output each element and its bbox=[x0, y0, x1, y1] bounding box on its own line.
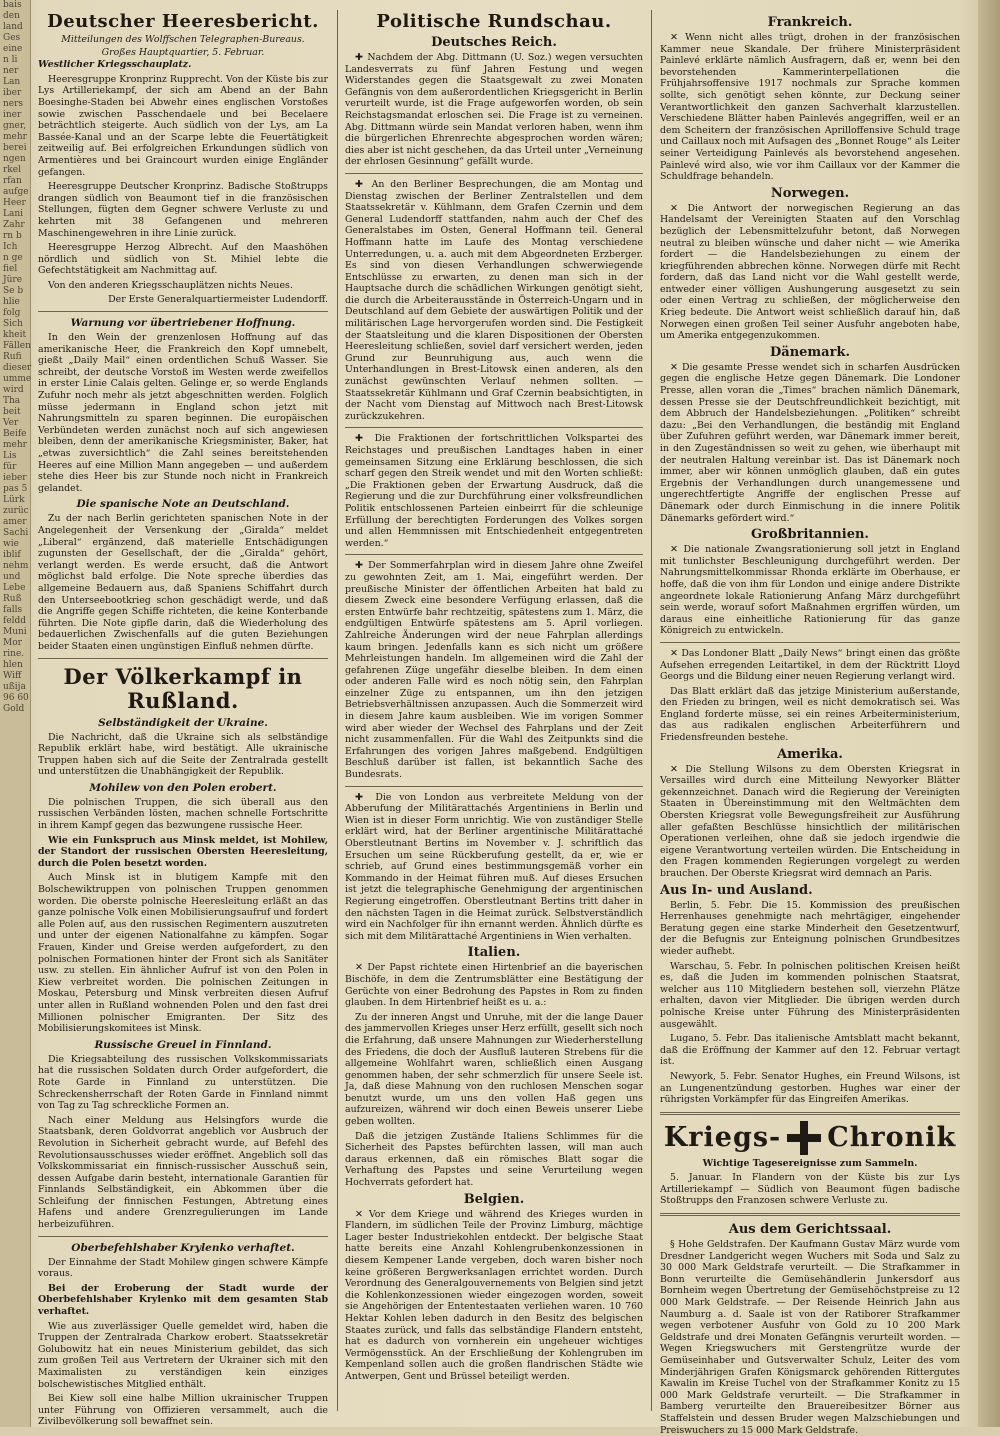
article-paragraph: Zu der inneren Angst und Unruhe, mit der die lange Dauer des jammervollen Krieges unser Herz erfüllt, gesellt sich noch die Erfahrung, daß unsere Mahnungen zur Wiederherstellung des Friedens, die doch der Ausfluß lauteren Strebens für die allgemeine Wohlfahrt waren, schließlich einen Ausgang genommen haben, der sehr schmerzlich für unsere Seele ist. Ja, daß diese Mahnung von den ruchlosen Menschen sogar benutzt wurde, um uns den vollen Haß gegen uns aufzureizen, während wir doch einen Beweis unserer Liebe geben wollten. bbox=[345, 1011, 643, 1128]
article-paragraph: ✕ Der Papst richtete einen Hirtenbrief an die bayerischen Bischöfe, in dem die Zentrumsblätter eine Bestätigung der Gerüchte von einer Bedrohung des Papstes in Rom zu finden glauben. In dem Hirtenbrief heißt es u. a.: bbox=[345, 962, 643, 1009]
article-paragraph: Heeresgruppe Kronprinz Rupprecht. Von der Küste bis zur Lys Artilleriekampf, der sich am Abend an der Bahn Boesinghe-Staden bei Abwehr eines englischen Vorstoßes sowie zwischen Passchendaele und bei Becelaere beträchtlich steigerte. Auch südlich von der Lys, am La Bassée-Kanal und an der Scarpe lebte die Feuertätigkeit zeitweilig auf. Bei erfolgreichen Erkundungen südlich von Armentières und bei Graincourt wurden einige Engländer gefangen. bbox=[38, 73, 328, 178]
section-heading: Die spanische Note an Deutschland. bbox=[76, 498, 290, 511]
prev-page-fragment: Wiff bbox=[3, 671, 22, 681]
prev-page-fragment: zurüc bbox=[3, 506, 29, 516]
section-heading: Aus dem Gerichtssaal. bbox=[728, 1222, 892, 1238]
prev-page-fragment: falls bbox=[3, 605, 23, 615]
prev-page-fragment: land bbox=[3, 22, 23, 32]
article-paragraph: Lugano, 5. Febr. Das italienische Amtsblatt macht bekannt, daß die Eröffnung der Kammer auf den 12. Februar vertagt ist. bbox=[660, 1033, 960, 1068]
kriegsschauplatz-heading: Westlicher Kriegsschauplatz. bbox=[38, 59, 192, 71]
article-paragraph: 5. Januar. In Flandern von der Küste bis zur Lys Artilleriekampf — Südlich von Beaumont fügen badische Stoßtrupps den Franzosen schwere Verluste zu. bbox=[660, 1172, 960, 1207]
separator bbox=[38, 311, 328, 312]
article-paragraph: Wie ein Funkspruch aus Minsk meldet, ist Mohilew, der Standort der russischen Obersten Heeresleitung, durch die Polen besetzt worden. bbox=[38, 834, 328, 869]
article-paragraph: ✕ Das Londoner Blatt „Daily News“ bringt einen das größte Aufsehen erregenden Leitartikel, in dem der Rücktritt Lloyd Georgs und die Bildung einer neuen Regierung verlangt wird. bbox=[660, 647, 960, 683]
section-heading: Großbritannien. bbox=[751, 527, 869, 543]
article-paragraph: Bei Kiew soll eine halbe Million ukrainischer Truppen unter Führung von Offizieren versammelt, auch die Zivilbevölkerung soll bewaffnet sein. bbox=[38, 1393, 328, 1428]
article-paragraph: Die polnischen Truppen, die sich überall aus den russischen Verbänden lösten, machen schnelle Fortschritte in ihrem Kampf gegen das bezwungene russische Heer. bbox=[38, 796, 328, 832]
separator bbox=[660, 642, 960, 643]
prev-page-fragment: Gold bbox=[3, 704, 25, 714]
prev-page-fragment: iblif bbox=[3, 550, 21, 560]
page-right-edge bbox=[978, 0, 1000, 1427]
article-paragraph: Daß die jetzigen Zustände Italiens Schlimmes für die Sicherheit des Papstes befürchten lassen, will man auch daraus erkennen, daß ein römisches Blatt sogar die Verhaftung des Papstes und seine Verurteilung wegen Hochverrats gefordert hat. bbox=[345, 1130, 643, 1189]
prev-page-fragment: nehm bbox=[3, 561, 29, 571]
prev-page-fragment: umme bbox=[3, 374, 32, 384]
prev-page-fragment: kheit bbox=[3, 330, 27, 340]
prev-page-fragment: iber bbox=[3, 88, 22, 98]
column-1 bbox=[38, 11, 328, 1428]
article-paragraph: ✕ Die Antwort der norwegischen Regierung an das Handelsamt der Vereinigten Staaten auf den Vorschlag bezüglich der Lebensmittelzufuhr betont, daß Norwegen neutral zu bleiben wünsche und daher nicht — wie Amerika fordert — die Handelsbeziehungen zu einem der kriegführenden abbrechen könne. Norwegen dürfe mit Recht fordern, daß das Land nicht vor die Wahl gestellt werde, entweder einer völligen Aushungerung ausgesetzt zu sein oder einen Vertrag zu schließen, der möglicherweise den Krieg bedeute. Die Antwort weist schließlich darauf hin, daß Norwegen einen großen Teil seiner Ausfuhr angeboten habe, um Amerika entgegenzukommen. bbox=[660, 202, 960, 342]
chronik-right-word: Chronik bbox=[827, 1121, 957, 1153]
prev-page-fragment: mehr bbox=[3, 132, 27, 142]
prev-page-fragment: pas 5 bbox=[3, 484, 28, 494]
prev-page-fragment: Muni bbox=[3, 627, 27, 637]
prev-page-fragment: eine bbox=[3, 44, 23, 54]
article-paragraph: ✕ Vor dem Kriege und während des Krieges wurden in Flandern, im südlichen Teile der Provinz Limburg, mächtige Lager bester Industriekohlen entdeckt. Der belgische Staat hatte bereits eine Anzahl Kohlengrubenkonzessionen in diesem Kempener Lande vergeben, doch waren bisher noch keine größeren Bergwerksanlagen errichtet worden. Durch Verordnung des Generalgouvernements von Belgien sind jetzt die Kohlenkonzessionen wieder eingezogen worden, soweit sie Angehörigen der Ententestaaten verliehen waren. 10 760 Hektar Kohlen leben dadurch in den Besitz des belgischen Staates zurück, und falls das selbständige Flandern entsteht, hat es dadurch von vornherein ein ungeheuer wichtiges Vermögensstück. An der Erschließung der Kohlengruben im Kempenland sollen auch die großen flandrischen Städte wie Antwerpen, Gent und Brüssel beteiligt werden. bbox=[345, 1208, 643, 1382]
article-paragraph: Wie aus zuverlässiger Quelle gemeldet wird, haben die Truppen der Zentralrada Charkow erobert. Staatssekretär Golubowitz hat ein neues Ministerium gebildet, das sich zum großen Teil aus Vertretern der Ukrainer sich mit den Maximalisten zu verständigen kein einziges bolschewistisches Mitglied enthält. bbox=[38, 1320, 328, 1390]
article-paragraph: ✚ An den Berliner Besprechungen, die am Montag und Dienstag zwischen der Berliner Zentralstellen und dem Staatssekretär v. Kühlmann, dem Grafen Czernin und dem General Ludendorff stattfanden, nahm auch der Chef des Generalstabes im Osten, General Hoffmann teil. General Hoffmann hatte im Laufe des Montag verschiedene Unterredungen, u. a. auch mit dem Abgeordneten Erzberger. Es sind von diesen Verhandlungen schwerwiegende Entschlüsse zu erwarten, zu denen man sich in der Hauptsache durch die schädlichen Wirkungen genötigt sieht, die durch die Arbeiterausstände in Österreich-Ungarn und in Deutschland auf dem Gebiete der auswärtigen Politik und der militärischen Lage hervorgerufen worden sind. Die Festigkeit der Staatsleitung und die klaren Dispositionen der Obersten Heeresleitung schließen, soviel darf versichert werden, jeden Grund zur Beunruhigung aus, auch wenn die Unterhandlungen in Brest-Litowsk einen anderen, als den zunächst gewünschten Verlauf nehmen sollten. — Staatssekretär Kühlmann und Graf Czernin beabsichtigten, in der Nacht vom Dienstag auf Mittwoch nach Brest-Litowsk zurückzukehren. bbox=[345, 178, 643, 422]
prev-page-fragment: Lis bbox=[3, 451, 17, 461]
article-paragraph: ✚ Die Fraktionen der fortschrittlichen Volkspartei des Reichstages und preußischen Landtages haben in einer gemeinsamen Sitzung eine Erklärung beschlossen, die sich scharf gegen den Streik wendet und mit den Worten schließt: „Die Fraktionen geben der Erwartung Ausdruck, daß die Regierung und die zur Durchführung einer volksfreundlichen Politik entschlossenen Parteien einbeirrt für die schleunige Erfüllung der berechtigten Forderungen des Volkes sorgen und allen Hemmnissen mit Entschiedenheit entgegentreten werden.“ bbox=[345, 433, 643, 549]
previous-page-edge bbox=[0, 0, 31, 1427]
section-heading: Frankreich. bbox=[767, 15, 853, 30]
prev-page-fragment: berei bbox=[3, 143, 27, 153]
section-heading: Deutsches Reich. bbox=[431, 35, 557, 50]
prev-page-fragment: beit bbox=[3, 407, 21, 417]
prev-page-fragment: rn b bbox=[3, 231, 22, 241]
separator bbox=[345, 173, 643, 174]
prev-page-fragment: Lürk bbox=[3, 495, 25, 505]
chronik-subtitle: Wichtige Tagesereignisse zum Sammeln. bbox=[702, 1157, 918, 1169]
prev-page-fragment: fiel bbox=[3, 264, 18, 274]
article-paragraph: Von den anderen Kriegsschauplätzen nichts Neues. bbox=[48, 279, 293, 291]
prev-page-fragment: Rufi bbox=[3, 352, 22, 362]
prev-page-fragment: rine. bbox=[3, 649, 25, 659]
article-paragraph: ✕ Wenn nicht alles trügt, drohen in der französischen Kammer neue Skandale. Der frühere Ministerpräsident Painlevé erklärte nämlich Ausfragern, daß er, wenn bei den bevorstehenden Kammerinterpellationen die Frühjahrsoffensive 1917 nochmals zur Sprache kommen sollte, sich genötigt sehen könnte, zur Deckung seiner Verantwortlichkeit den ganzen Sachverhalt klarzustellen. Verschiedene Blätter haben Painlevés angegriffen, weil er an dem Scheitern der französischen Aprilloffensive Schuld trage und Caillaux noch mit Aufsagen des „Bonnet Rouge“ als Leiter seiner Verteidigung Painlevés als bevorstehend angesehen. Painlevé wird also, wie vor ihm Caillaux vor der Kammer die Schuldfrage behandeln. bbox=[660, 32, 960, 183]
signature: Der Erste Generalquartiermeister Ludendorff. bbox=[108, 294, 328, 306]
voelkerkampf-title: Der Völkerkampf in Rußland. bbox=[63, 663, 303, 713]
prev-page-fragment: für bbox=[3, 462, 17, 472]
prev-page-fragment: folg bbox=[3, 308, 21, 318]
article-paragraph: Newyork, 5. Febr. Senator Hughes, ein Freund Wilsons, ist an Lungenentzündung gestorben. Hughes war einer der rührigsten Vorkämpfer für das Eingreifen Amerikas. bbox=[660, 1070, 960, 1106]
article-paragraph: Heeresgruppe Deutscher Kronprinz. Badische Stoßtrupps drangen südlich von Beaumont tief in die französischen Stellungen, fügten dem Gegner schwere Verluste zu und kehrten mit 38 Gefangenen und mehreren Maschinengewehren in ihre Linie zurück. bbox=[38, 181, 328, 239]
prev-page-fragment: dieser bbox=[3, 363, 32, 373]
column-2 bbox=[345, 12, 643, 1409]
prev-page-fragment: wie bbox=[3, 539, 19, 549]
article-paragraph: Auch Minsk ist in blutigem Kampfe mit den Bolschewiktruppen von polnischen Truppen genommen worden. Die oberste polnische Heeresleitung erläßt an das ganze polnische Volk einen Mobilisierungsaufruf und fordert alle Polen auf, aus den russischen Regimentern auszutreten und unter der eigenen Nationalfahne zu kämpfen. Sogar Frauen, Kinder und Greise werden aufgefordert, zu den polnischen Formationen hinter der Front sich als Sanitäter usw. zu stellen. Ein ähnlicher Aufruf ist von den Polen in Kiew verbreitet worden. Die polnischen Zeitungen in Moskau, Petersburg und Minsk verbreiten diesen Aufruf unter allen in Rußland wohnenden Polen und den fast drei Millionen polnischer Emigranten. Der Sitz des Mobilisierungskomitees ist Minsk. bbox=[38, 872, 328, 1035]
prev-page-fragment: n ge bbox=[3, 253, 23, 263]
section-heading: Oberbefehlshaber Krylenko verhaftet. bbox=[71, 1241, 295, 1254]
prev-page-fragment: Lebe bbox=[3, 583, 26, 593]
separator bbox=[660, 1112, 960, 1115]
wtb-subtitle: Mitteilungen des Wolffschen Telegraphen-Bureaus. bbox=[61, 34, 305, 45]
prev-page-fragment: hlie bbox=[3, 297, 20, 307]
article-paragraph: ✚ Die von London aus verbreitete Meldung von der Abberufung der Militärattachés Argentiniens in Berlin und Wien ist in dieser Form unrichtig. Wie von zuständiger Stelle erklärt wird, hat der Berliner argentinische Militärattaché Oberstleutnant Bertins im November v. J. schriftlich das Ersuchen um seine Rückberufung gestellt, da er, wie er schrieb, auf Grund eines bestimmungsgemäß vorher ein Kommando in der Heimat führen muß. Auf dieses Ersuchen ist jetzt die telegraphische Genehmigung der argentinischen Regierung eingetroffen. Oberstleutnant Bertins tritt daher in den nächsten Tagen in die Heimat zurück. Selbstverständlich wird ein Nachfolger für ihn ernannt werden. Ähnlich dürfte es sich mit dem Militärattaché Argentiniens in Wien verhalten. bbox=[345, 791, 643, 942]
separator bbox=[345, 554, 643, 555]
prev-page-fragment: Tha bbox=[3, 396, 21, 406]
prev-page-fragment: Sachi bbox=[3, 528, 29, 538]
section-heading: Mohilew von den Polen erobert. bbox=[89, 781, 277, 794]
section-heading: Russische Greuel in Finnland. bbox=[94, 1038, 272, 1051]
prev-page-fragment: ußija bbox=[3, 682, 26, 692]
kriegs-chronik-banner bbox=[660, 1121, 960, 1155]
section-heading: Italien. bbox=[467, 945, 521, 961]
section-heading: Amerika. bbox=[777, 746, 843, 762]
prev-page-fragment: Sich bbox=[3, 319, 23, 329]
prev-page-fragment: und bbox=[3, 572, 21, 582]
prev-page-fragment: mehr bbox=[3, 440, 27, 450]
prev-page-fragment: feldd bbox=[3, 616, 27, 626]
hauptquartier-date: Großes Hauptquartier, 5. Februar. bbox=[101, 46, 265, 58]
prev-page-fragment: rfan bbox=[3, 176, 22, 186]
prev-page-fragment: ngen bbox=[3, 154, 26, 164]
prev-page-fragment: Ges bbox=[3, 33, 21, 43]
prev-page-fragment: Ruß bbox=[3, 594, 22, 604]
article-paragraph: Das Blatt erklärt daß das jetzige Ministerium außerstande, den Frieden zu bringen, weil es nicht demokratisch sei. Was England forderte müsse, sei ein reines Arbeiterministerium, das aus radikalen englischen Arbeiterführern und Friedensfreunden bestehe. bbox=[660, 685, 960, 744]
prev-page-fragment: Beife bbox=[3, 429, 27, 439]
prev-page-fragment: Mor bbox=[3, 638, 22, 648]
prev-page-fragment: gner, bbox=[3, 121, 27, 131]
prev-page-fragment: amer bbox=[3, 517, 27, 527]
prev-page-fragment: Ich bbox=[3, 242, 18, 252]
article-paragraph: ✕ Die nationale Zwangsrationierung soll jetzt in England mit tunlichster Beschleunigung durchgeführt werden. Der Nahrungsmittelkommissar Rhonda erklärte im Oberhause, er hoffe, daß die von ihm für London und einige andere Distrikte angeordnete lokale Rationierung Anfang März durchgeführt sein werde, worauf sofort Maßnahmen ergriffen würden, um daraus eine einheitliche Rationierung für das ganze Königreich zu entwickeln. bbox=[660, 544, 960, 637]
article-paragraph: Zu der nach Berlin gerichteten spanischen Note in der Angelegenheit der Versenkung der „Giralda“ meldet „Liberal“ ergänzend, daß materielle Entschädigungen zugunsten der Gesellschaft, der die „Giralda“ gehört, verlangt werden. Es werde ersucht, daß die Antwort möglichst bald erfolge. Die Note spreche überdies das allgemeine Bedauern aus, daß Spaniens Schiffahrt durch den Unterseebootkrieg schon geschädigt werde, und daß die Angriffe gegen Schiffe richteten, die keine Konterbande führten. Die Note gipfle darin, daß die Wiederholung des bedauerlichen Zwischenfalls auf die guten Beziehungen beider Staaten einen ungünstigen Einfluß nehmen dürfte. bbox=[38, 513, 328, 652]
prev-page-fragment: iner bbox=[3, 110, 22, 120]
prev-page-fragment: den bbox=[3, 11, 20, 21]
chronik-left-word: Kriegs- bbox=[663, 1121, 782, 1153]
prev-page-fragment: Se b bbox=[3, 286, 24, 296]
prev-page-fragment: ieber bbox=[3, 473, 27, 483]
separator bbox=[660, 1213, 960, 1216]
section-heading: Selbständigkeit der Ukraine. bbox=[98, 716, 268, 729]
article-paragraph: Der Einnahme der Stadt Mohilew gingen schwere Kämpfe voraus. bbox=[38, 1256, 328, 1280]
article-paragraph: Nach einer Meldung aus Helsingfors wurde die Staatsbank, deren Goldvorrat angeblich vor Ausbruch der Revolution in Sicherheit gebracht wurde, auf Befehl des Revolutionsausschusses wieder eröffnet. Angeblich soll das Volkskommissariat ein finnisch-russischer Ausschuß sein, dessen Aufgabe darin besteht, internationale Garantien für Finnlands Selbständigkeit, ein Abkommen über die Schleifung der finnischen Festungen, Abtretung eines Hafens und andere Grenzregulierungen im Lande herbeizuführen. bbox=[38, 1114, 328, 1231]
prev-page-fragment: Zahr bbox=[3, 220, 25, 230]
prev-page-fragment: Ver bbox=[3, 418, 19, 428]
section-heading: Norwegen. bbox=[770, 185, 850, 201]
article-paragraph: ✕ Die gesamte Presse wendet sich in scharfen Ausdrücken gegen die englische Hetze gegen Dänemark. Die Londoner Presse, allen voran die „Times“ brachen nämlich Dänemark, dessen Presse sie der Deutschfreundlichkeit bezichtigt, mit dem Abbruch der Handelsbeziehungen. „Politiken“ schreibt dazu: „Bei den Verhandlungen, die beständig mit England über Zufuhren geführt werden, war Dänemark immer bereit, in den Zugeständnissen so weit zu gehen, wie überhaupt mit der neutralen Haltung vereinbar ist. Das ist Dänemark noch immer, aber wir können unmöglich glauben, daß ein gutes Ergebnis der Verhandlungen durch unangemessene und ungerechtfertigte Angriffe der englischen Presse auf Dänemark oder durch Einmischung in die innere Politik Dänemarks gefördert wird.“ bbox=[660, 361, 960, 524]
section-heading: Dänemark. bbox=[770, 344, 850, 360]
article-paragraph: In den Wein der grenzenlosen Hoffnung auf das amerikanische Heer, die Frankreich den Kopf umnebelt, gießt „Daily Mail“ einen ordentlichen Schuß Wasser. Sie schreibt, der deutsche Vorstoß im Westen werde zweifellos in erster Linie Calais gelten. Gelinge er, so werde Englands Zufuhr noch mehr als jetzt abgeschnitten werden. Folglich müsse jedermann in England schon jetzt mit Nahrungsmitteln zu sparen beginnen. Die europäischen Verbündeten werden zunächst noch auf sich angewiesen bleiben, denn der amerikanische Kriegsminister, Baker, hat „etwas zuversichtlich“ die Zahl seines bereitstehenden Heeres auf eine Million Mann angegeben — und außerdem stehe dies Heer bis zur Stunde noch nicht in Frankreich gelandet. bbox=[38, 332, 328, 494]
prev-page-fragment: rkel bbox=[3, 165, 21, 175]
prev-page-fragment: Lan bbox=[3, 77, 21, 87]
article-paragraph: Die Kriegsabteilung des russischen Volkskommissariats hat die russischen Soldaten durch Order aufgefordert, die Rote Garde in Finnland zu unterstützen. Die Schreckensherrschaft der Roten Garde in Finnland nimmt von Tag zu Tag schreckliche Formen an. bbox=[38, 1053, 328, 1112]
separator bbox=[38, 658, 328, 659]
article-paragraph: Heeresgruppe Herzog Albrecht. Auf den Maashöhen nördlich und südlich von St. Mihiel lebte die Gefechtstätigkeit am Nachmittag auf. bbox=[38, 242, 328, 277]
article-paragraph: ✚ Nachdem der Abg. Dittmann (U. Soz.) wegen versuchten Landesverrats zu fünf Jahren Festung und wegen Widerstandes gegen die Staatsgewalt zu zwei Monaten Gefängnis von dem außerordentlichen Kriegsgericht in Berlin verurteilt wurde, ist die Frage aufgeworfen worden, ob sein Reichstagsmandat erloschen sei. Die Frage ist zu verneinen. Abg. Dittmann würde sein Mandat verloren haben, wenn ihm die bürgerlichen Ehrenrechte abgesprochen worden wären; dies aber ist nicht geschehen, da das Urteil unter „Verneinung der ehrlosen Gesinnung“ gefällt wurde. bbox=[345, 52, 643, 168]
prev-page-fragment: Jüre bbox=[3, 275, 23, 285]
section-heading: Warnung vor übertriebener Hoffnung. bbox=[70, 317, 296, 330]
separator bbox=[38, 1236, 328, 1237]
section-heading: Aus In- und Ausland. bbox=[660, 882, 813, 898]
article-paragraph: Bei der Eroberung der Stadt wurde der Oberbefehlshaber Krylenko mit dem gesamten Stab verhaftet. bbox=[38, 1282, 328, 1318]
article-paragraph: § Hohe Geldstrafen. Der Kaufmann Gustav März wurde vom Dresdner Landgericht wegen Wuchers mit Soda und Salz zu 30 000 Mark Geldstrafe verurteilt. — Die Strafkammer in Bonn verurteilte die Gemüsehändlerin Junkersdorf aus Bornheim wegen Übertretung der Gemüsehöchstpreise zu 12 000 Mark Geldstrafe. — Der Reisende Heinrich Jahn aus Naumburg a. d. Saale ist von der Ratiborer Strafkammer wegen verbotener Ausfuhr von Gold zu 10 200 Mark Geldstrafe und drei Monaten Gefängnis verurteilt worden. — Wegen Kriegswuchers mit Gerstengrütze wurde der Gemüseinhaber und Gutsverwalter Schulz, Leiter des vom Minderjährigen Grafen Königsmarck gehörenden Rittergutes Kawalin im Kreise Tuchel von der Strafkammer Konitz zu 15 000 Mark Geldstrafe verurteilt. — Die Strafkammer in Bamberg verurteilte den Brauereibesitzer Börner aus Staffelstein und dessen Bruder wegen Malzschiebungen und Preiswuchers zu 15 000 Mark Geldstrafe. bbox=[660, 1239, 960, 1436]
article-paragraph: Die Nachricht, daß die Ukraine sich als selbständige Republik erklärt habe, wird bestätigt. Alle ukrainische Truppen haben sich auf die Seite der Zentralrada gestellt und unterstützen die Unabhängigkeit der Republik. bbox=[38, 731, 328, 778]
iron-cross-icon bbox=[787, 1121, 821, 1155]
prev-page-fragment: ners bbox=[3, 99, 24, 109]
article-paragraph: ✕ Die Stellung Wilsons zu dem Obersten Kriegsrat in Versailles wird durch eine Mitteilung Newyorker Blätter gekennzeichnet. Danach wird die Regierung der Vereinigten Staaten in Übereinstimmung mit den Weltmächten dem Obersten Kriegsrat volle Bewegungsfreiheit zur Ausführung aller gefaßten Beschlüsse hinsichtlich der militärischen Operationen verleihen, ohne daß sie jedoch irgendwie die eigene Verantwortung verteilen würden. Die Entscheidung in den Fragen kommenden Regierungen vorgelegt zu werden brauchen. Der Oberste Kriegsrat wird demnach an Paris. bbox=[660, 763, 960, 879]
prev-page-fragment: 96 60 bbox=[3, 693, 29, 703]
prev-page-fragment: bais bbox=[3, 0, 22, 10]
article-paragraph: Berlin, 5. Febr. Die 15. Kommission des preußischen Herrenhauses genehmigte nach mehrtägiger, eingehender Beratung gegen eine starke Minderheit den Gesetzentwurf, der die Befugnis zur Enteignung polnischen Grundbesitzes wieder aufhebt. bbox=[660, 899, 960, 957]
column-rule bbox=[337, 10, 338, 1411]
prev-page-fragment: hlen bbox=[3, 660, 23, 670]
prev-page-fragment: n li bbox=[3, 55, 18, 65]
prev-page-fragment: Fällen bbox=[3, 341, 31, 351]
column-rule bbox=[651, 10, 652, 1411]
heeresbericht-title: Deutscher Heeresbericht. bbox=[47, 11, 319, 32]
prev-page-fragment: wird bbox=[3, 385, 24, 395]
prev-page-fragment: Lani bbox=[3, 209, 24, 219]
article-paragraph: Warschau, 5. Febr. In polnischen politischen Kreisen heißt es, daß die Juden im kommenden polnischen Staatsrat, welcher aus 110 Mitgliedern bestehen soll, vierzehn Plätze erhalten, davon vier Mitglieder. Die übrigen werden durch polnische Kreise unter Führung des Ministerpräsidenten ausgewählt. bbox=[660, 960, 960, 1030]
separator bbox=[345, 786, 643, 787]
prev-page-fragment: ner bbox=[3, 66, 19, 76]
rundschau-title: Politische Rundschau. bbox=[376, 11, 612, 32]
article-paragraph: ✚ Der Sommerfahrplan wird in diesem Jahre ohne Zweifel zu gewohnten Zeit, am 1. Mai, eingeführt werden. Der preußische Minister der öffentlichen Arbeiten hat bald zu diesem Zweck eine besondere Verfügung erlassen, daß die ersten Entwürfe bahr rechtzeitig, spätestens zum 1. März, die endgültigen Entwürfe spätestens am 5. April vorliegen. Zahlreiche Änderungen wird der neue Fahrplan allerdings kaum bringen. Jedenfalls kann es sich nicht um größere Mehrleistungen handeln. Im allgemeinen wird die Zahl der gefahrenen Züge ungefähr dieselbe bleiben. In dem einen oder anderen Falle wird es noch nötig sein, den Fahrplan einzelner Züge zu entspannen, um ihn den jetzigen Betriebsverhältnissen anzupassen. Auch die Sommerzeit wird in diesem Jahre kaum ausbleiben. Wie im vorigen Sommer wird aber wieder der Wechsel des Fahrplans und der Zeit nicht zusammenfallen. Für die Wahl des Zeitpunkts sind die Erfahrungen des vorigen Jahres maßgebend. Endgültigen Beschluß darüber ist fallen, ist bekanntlich Sache des Bundesrats. bbox=[345, 560, 643, 781]
section-heading: Belgien. bbox=[463, 1191, 525, 1207]
separator bbox=[345, 427, 643, 428]
prev-page-fragment: aufge bbox=[3, 187, 29, 197]
prev-page-fragment: Heer bbox=[3, 198, 26, 208]
column-3 bbox=[660, 12, 960, 1436]
